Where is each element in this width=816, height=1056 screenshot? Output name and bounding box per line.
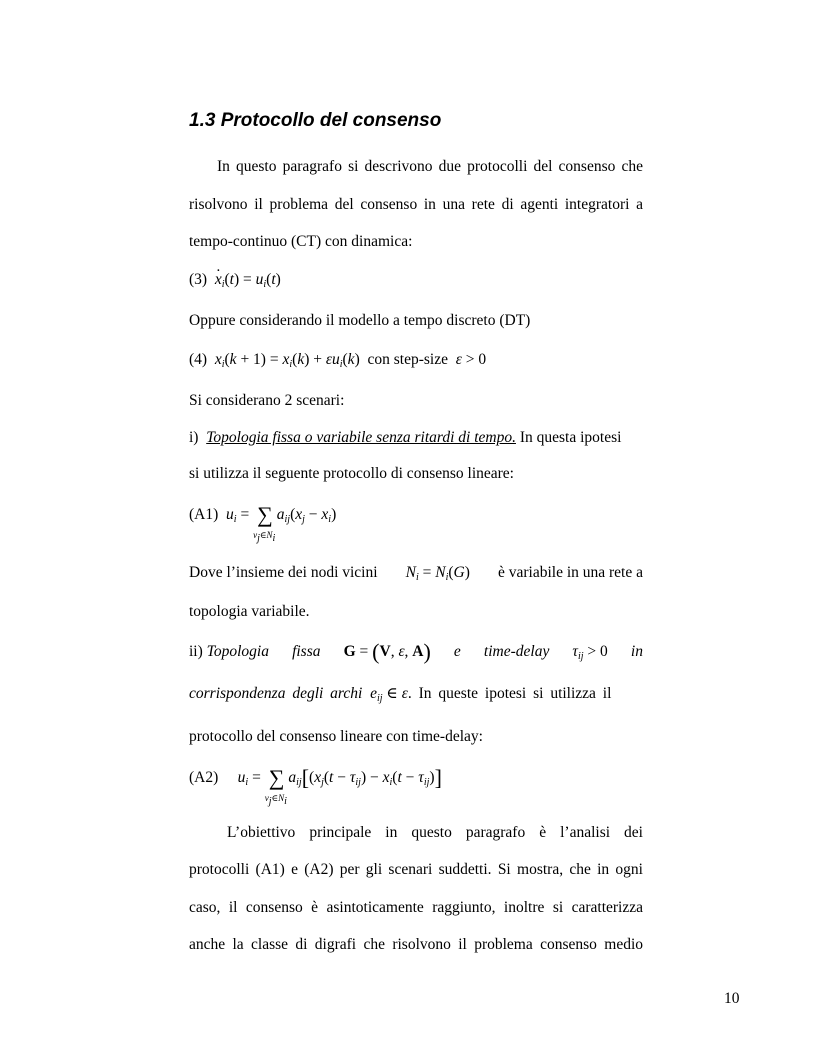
equation-4-label: (4): [189, 351, 208, 368]
section-heading: 1.3 Protocollo del consenso: [189, 110, 442, 131]
scenarios-intro: Si considerano 2 scenari:: [189, 392, 345, 409]
step-size-condition: ε > 0: [455, 351, 487, 368]
equation-4-text: con step-size: [367, 351, 448, 368]
delay-condition: $\tau_{ij} > 0$: [572, 643, 608, 662]
neighbors-post: è variabile in una rete a: [497, 564, 643, 581]
equation-A2-label: (A2): [189, 769, 219, 786]
scenario-2-word-in: in: [630, 643, 643, 660]
equation-4-formula: $x_i(k + 1) = x_i(k) + \varepsilon u_i(k)$: [214, 351, 360, 370]
dt-intro: Oppure considerando il modello a tempo discreto (DT): [189, 312, 531, 329]
paragraph-1-line-2: risolvono il problema del consenso in una rete di agenti integratori a: [189, 196, 643, 213]
paragraph-2-line-3: caso, il consenso è asintoticamente raggiunto, inoltre si caratterizza: [189, 899, 643, 916]
scenario-2-line-2a: corrispondenza degli archi: [189, 685, 363, 702]
scenario-2-line-3: protocollo del consenso lineare con time-delay:: [189, 728, 483, 745]
paragraph-2-line-1: L’obiettivo principale in questo paragrafo è l’analisi dei: [227, 824, 643, 841]
paragraph-2-line-4: anche la classe di digrafi che risolvono il problema consenso medio: [189, 936, 643, 953]
equation-A1: [189, 502, 337, 544]
scenario-2-word-e: e: [453, 643, 461, 660]
equation-A2-formula: $u_i$ = ∑ $v_j\in N_i$ $a_{ij}[(x_j(t - \tau_{ij}) - x_i(t - \tau_{ij})]$: [237, 765, 442, 807]
paragraph-2-line-2: protocolli (A1) e (A2) per gli scenari suddetti. Si mostra, che in ogni: [189, 861, 643, 878]
scenario-1-line-1: [189, 428, 643, 448]
neighbors-line-2: topologia variabile.: [189, 603, 310, 620]
scenario-1-title: Topologia fissa o variabile senza ritardi di tempo.: [206, 429, 516, 446]
equation-A1-formula: $u_i$ = ∑ $v_j\in N_i$ $a_{ij}(x_j - x_i)$: [226, 502, 337, 544]
scenario-2-word-topologia: Topologia: [206, 643, 269, 660]
equation-3-formula: · $x_i(t) = u_i(t)$: [215, 271, 281, 288]
paragraph-1-line-1: In questo paragrafo si descrivono due protocolli del consenso che: [217, 158, 643, 175]
page-number: 10: [724, 990, 740, 1007]
scenario-1-line-2: si utilizza il seguente protocollo di consenso lineare:: [189, 465, 514, 482]
neighbors-line-1: [189, 563, 643, 583]
scenario-2-line-2: [189, 684, 643, 704]
scenario-1-number: i): [189, 429, 199, 446]
scenario-2-line-2b: . In queste ipotesi si utilizza il: [407, 685, 612, 702]
scenario-2-number: ii) Topologia: [189, 643, 269, 660]
equation-3: [189, 270, 281, 290]
equation-A2: [189, 765, 442, 807]
equation-4: [189, 350, 486, 370]
scenario-1-rest: In questa ipotesi: [519, 429, 622, 446]
equation-3-label: (3): [189, 271, 208, 288]
graph-formula: G = (V, ε, A): [343, 639, 431, 664]
scenario-2-word-fissa: fissa: [292, 643, 321, 660]
edge-formula: $e_{ij}$ ∈ ε: [370, 685, 408, 704]
neighbors-pre: Dove l’insieme dei nodi vicini: [189, 564, 378, 581]
neighbors-formula: $N_i = N_i(G)$: [405, 564, 470, 583]
scenario-2-line-1: [189, 639, 643, 664]
equation-A1-label: (A1): [189, 506, 219, 523]
paragraph-1-line-3: tempo-continuo (CT) con dinamica:: [189, 233, 413, 250]
scenario-2-word-time-delay: time-delay: [483, 643, 550, 660]
